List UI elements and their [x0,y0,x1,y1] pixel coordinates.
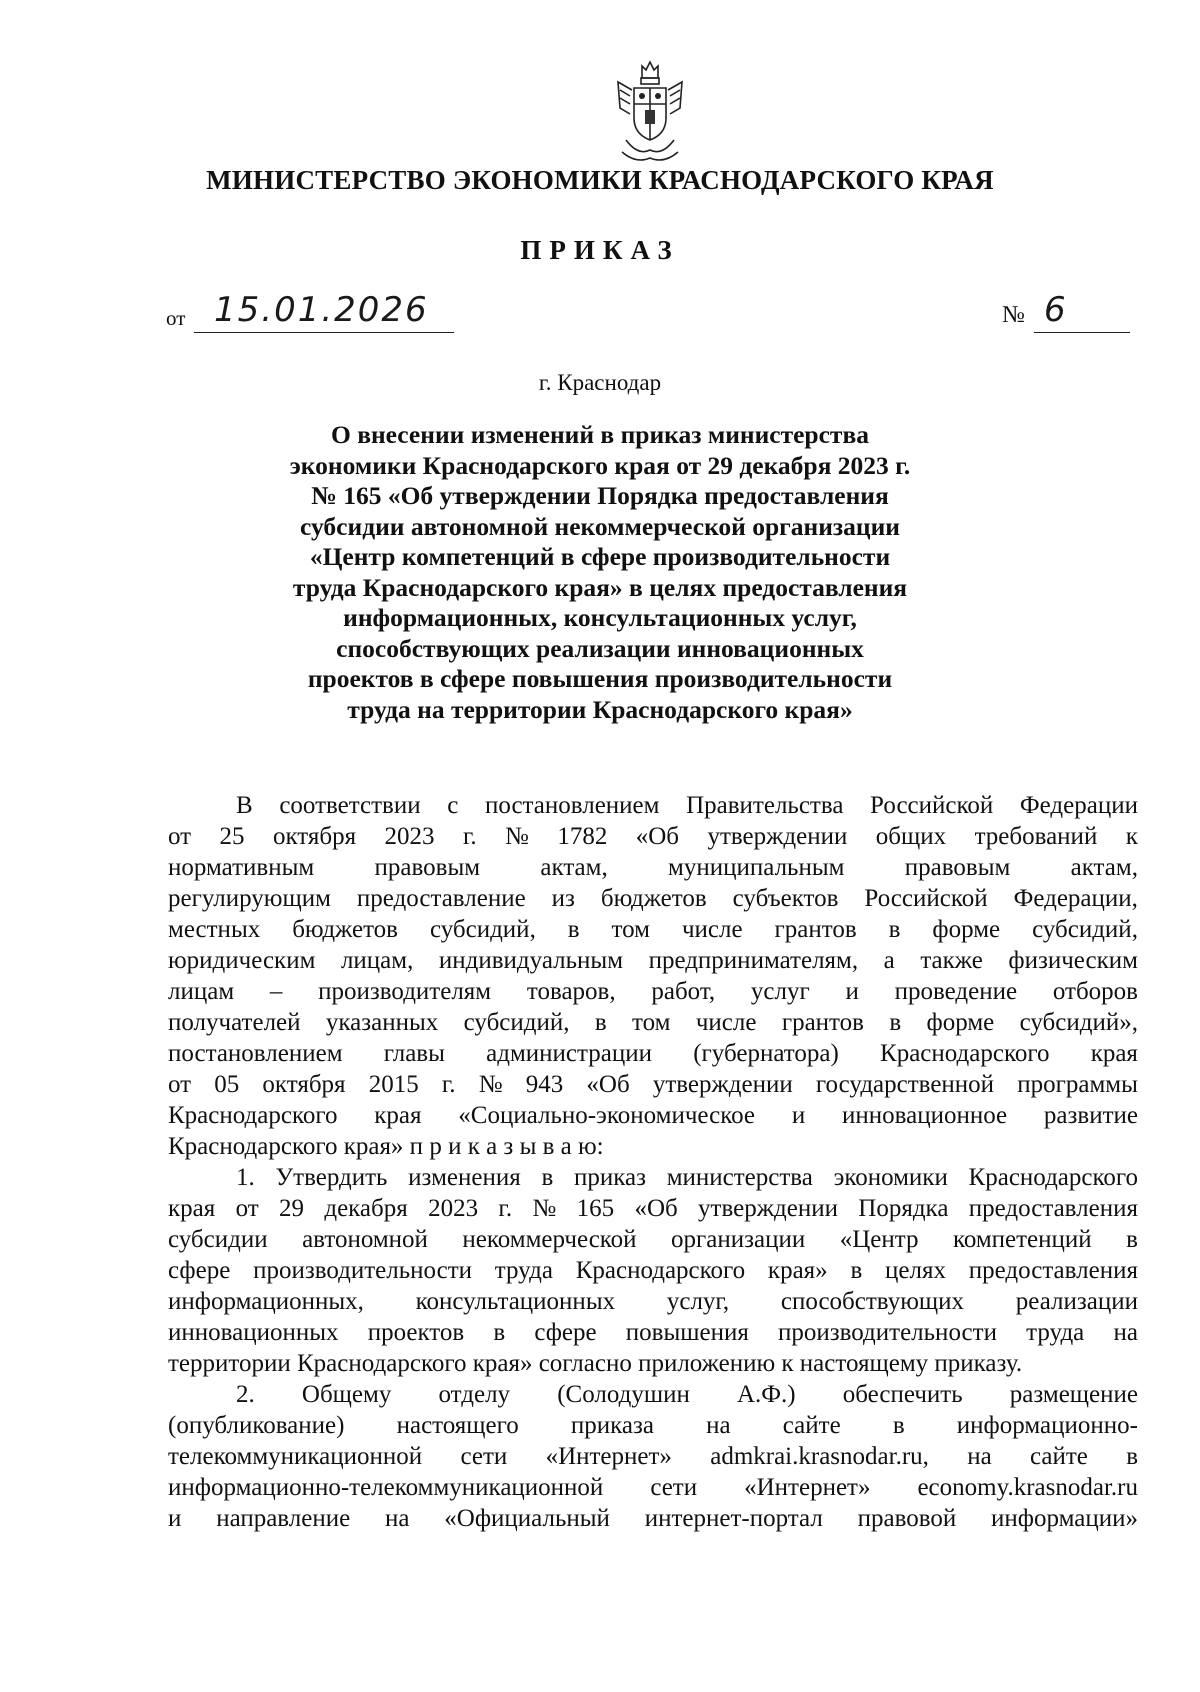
body-line: от 05 октября 2015 г. № 943 «Об утверждении государственной программы [168,1071,1138,1098]
body-line: Краснодарского края «Социально-экономическое и инновационное развитие [168,1102,1138,1129]
body-line: местных бюджетов субсидий, в том числе грантов в форме субсидий, [168,916,1138,943]
handwritten-number: 6 [1044,290,1066,330]
body-line: информационно-телекоммуникационной сети «Интернет» economy.krasnodar.ru [168,1474,1138,1501]
title-line: информационных, консультационных услуг, [343,603,857,632]
coat-of-arms-icon [612,60,688,166]
body-line: Краснодарского края» п р и к а з ы в а ю: [168,1133,604,1160]
title-line: субсидии автономной некоммерческой организации [300,511,900,541]
body-line: получателей указанных субсидий, в том числе грантов в форме субсидий», [168,1009,1138,1036]
number-underline [1034,332,1130,333]
body-line: и направление на «Официальный интернет-портал правовой информации» [168,1505,1138,1532]
title-line: № 165 «Об утверждении Порядка предоставления [311,481,889,510]
body-line: телекоммуникационной сети «Интернет» admkrai.krasnodar.ru, на сайте в [168,1443,1138,1470]
title-line: О внесении изменений в приказ министерства [331,420,869,449]
body-line: информационных, консультационных услуг, способствующих реализации [168,1288,1138,1315]
title-line: способствующих реализации инновационных [336,633,864,663]
body-line: лицам – производителям товаров, работ, услуг и проведение отборов [168,978,1138,1005]
date-label: от [166,306,186,330]
body-line: В соответствии с постановлением Правительства Российской Федерации [236,792,1138,819]
body-line: от 25 октября 2023 г. № 1782 «Об утверждении общих требований к [168,823,1138,850]
body-line: (опубликование) настоящего приказа на сайте в информационно- [168,1412,1138,1439]
city-line: г. Краснодар [538,370,662,395]
date-underline [194,332,454,333]
body-line: территории Краснодарского края» согласно приложению к настоящему приказу. [168,1350,1023,1377]
title-line: проектов в сфере повышения производительности [307,664,893,693]
order-title [0,420,1200,725]
ministry-name: МИНИСТЕРСТВО ЭКОНОМИКИ КРАСНОДАРСКОГО КРАЯ [206,165,994,195]
handwritten-date: 15.01.2026 [214,290,429,330]
number-label: № [1002,302,1025,328]
document-type: ПРИКАЗ [520,235,680,265]
order-body [168,790,1138,1534]
title-line: «Центр компетенций в сфере производительности [309,542,891,571]
body-line: регулирующим предоставление из бюджетов субъектов Российской Федерации, [168,885,1138,912]
body-line: субсидии автономной некоммерческой организации «Центр компетенций в [168,1226,1138,1253]
body-line: нормативным правовым актам, муниципальным правовым актам, [168,854,1138,881]
body-line: постановлением главы администрации (губернатора) Краснодарского края [168,1040,1138,1067]
date-number-row [0,290,1200,338]
body-line: края от 29 декабря 2023 г. № 165 «Об утверждении Порядка предоставления [168,1195,1138,1222]
body-line: 2. Общему отделу (Солодушин А.Ф.) обеспечить размещение [236,1381,1138,1408]
body-line: инновационных проектов в сфере повышения производительности труда на [168,1319,1138,1346]
body-line: сфере производительности труда Краснодарского края» в целях предоставления [168,1257,1138,1284]
title-line: труда на территории Краснодарского края» [347,694,853,724]
title-line: экономики Краснодарского края от 29 декабря 2023 г. [289,450,911,480]
body-line: юридическим лицам, индивидуальным предпринимателям, а также физическим [168,947,1138,974]
title-line: труда Краснодарского края» в целях предоставления [292,572,908,602]
body-line: 1. Утвердить изменения в приказ министерства экономики Краснодарского [236,1164,1138,1191]
